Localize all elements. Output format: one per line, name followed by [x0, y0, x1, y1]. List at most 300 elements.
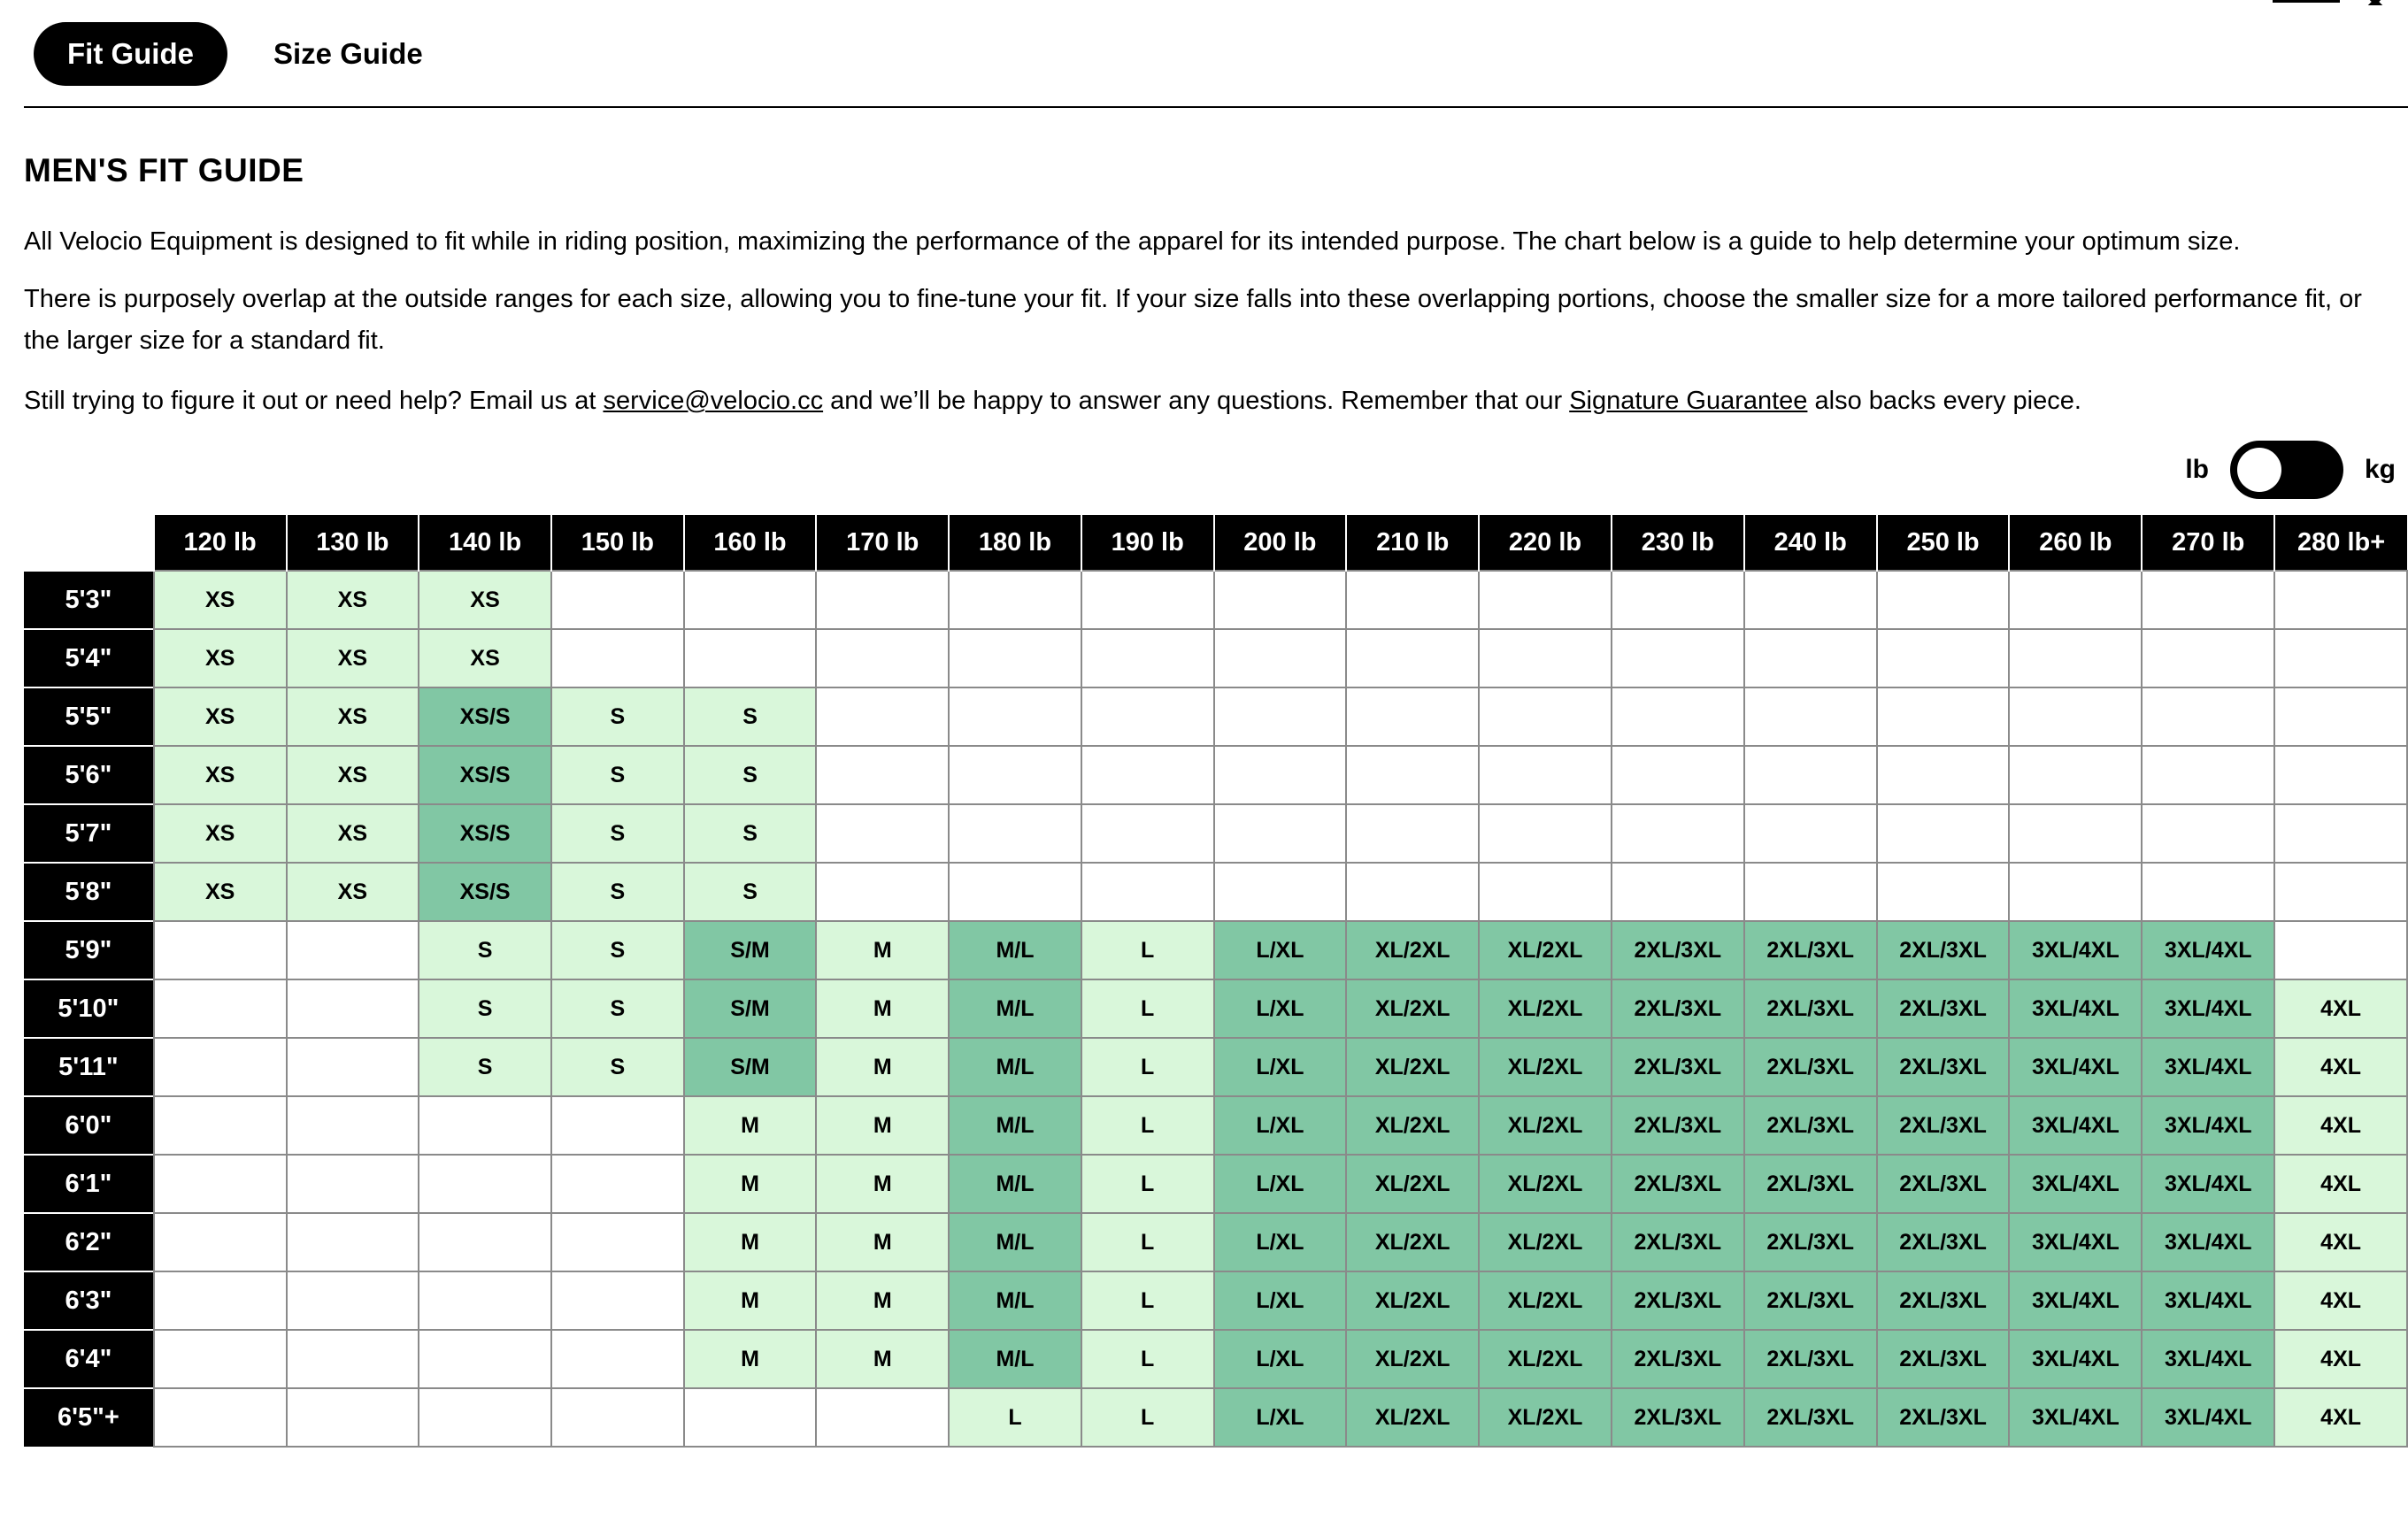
- size-cell: M: [684, 1213, 817, 1271]
- size-cell: [1612, 804, 1744, 863]
- size-cell: S/M: [684, 979, 817, 1038]
- size-cell: 2XL/3XL: [1612, 1155, 1744, 1213]
- size-cell: S: [419, 979, 551, 1038]
- weight-header: 140 lb: [419, 515, 551, 571]
- size-cell: M/L: [949, 1155, 1081, 1213]
- size-cell: [551, 1330, 684, 1388]
- size-cell: [551, 1388, 684, 1447]
- size-cell: 2XL/3XL: [1744, 1213, 1877, 1271]
- email-link[interactable]: service@velocio.cc: [603, 387, 824, 415]
- weight-header: 230 lb: [1612, 515, 1744, 571]
- size-cell: L/XL: [1214, 1330, 1347, 1388]
- height-header: 6'5"+: [24, 1388, 154, 1447]
- height-header: 5'6": [24, 746, 154, 804]
- size-cell: [419, 1388, 551, 1447]
- size-cell: [1877, 571, 2010, 629]
- size-cell: S: [684, 687, 817, 746]
- size-cell: [551, 629, 684, 687]
- size-cell: [1877, 746, 2010, 804]
- size-cell: [419, 1213, 551, 1271]
- size-cell: [287, 1155, 419, 1213]
- weight-header: 120 lb: [154, 515, 287, 571]
- size-cell: L/XL: [1214, 921, 1347, 979]
- tab-fit-guide[interactable]: Fit Guide: [34, 22, 227, 86]
- size-cell: 3XL/4XL: [2142, 1038, 2274, 1096]
- size-cell: L/XL: [1214, 1213, 1347, 1271]
- switch-knob: [2237, 448, 2281, 492]
- table-row: [24, 1213, 2407, 1271]
- table-row: [24, 1271, 2407, 1330]
- size-cell: 2XL/3XL: [1612, 1330, 1744, 1388]
- size-cell: [2274, 687, 2407, 746]
- size-cell: [2142, 746, 2274, 804]
- size-cell: XS/S: [419, 746, 551, 804]
- size-cell: L: [1081, 1271, 1214, 1330]
- weight-header: 250 lb: [1877, 515, 2010, 571]
- guide-tabs: [34, 21, 457, 86]
- table-row: [24, 804, 2407, 863]
- size-cell: XL/2XL: [1346, 1271, 1479, 1330]
- size-cell: [287, 1388, 419, 1447]
- size-cell: S: [684, 863, 817, 921]
- size-cell: [2142, 863, 2274, 921]
- size-cell: 2XL/3XL: [1744, 979, 1877, 1038]
- size-cell: [1877, 804, 2010, 863]
- size-cell: XS: [287, 629, 419, 687]
- size-cell: M: [816, 979, 949, 1038]
- size-cell: L: [1081, 1155, 1214, 1213]
- size-cell: 4XL: [2274, 1271, 2407, 1330]
- size-cell: [1479, 863, 1612, 921]
- tab-size-guide[interactable]: Size Guide: [273, 36, 423, 70]
- size-cell: [287, 921, 419, 979]
- size-cell: S/M: [684, 921, 817, 979]
- size-cell: XL/2XL: [1346, 1388, 1479, 1447]
- size-cell: [1081, 687, 1214, 746]
- size-cell: 3XL/4XL: [2009, 1330, 2142, 1388]
- size-cell: S: [551, 1038, 684, 1096]
- size-cell: [1479, 571, 1612, 629]
- size-cell: M: [816, 1213, 949, 1271]
- size-cell: [2009, 687, 2142, 746]
- size-cell: 2XL/3XL: [1744, 1096, 1877, 1155]
- size-cell: [1479, 804, 1612, 863]
- height-header: 5'8": [24, 863, 154, 921]
- size-cell: S: [551, 979, 684, 1038]
- size-cell: S: [551, 804, 684, 863]
- size-cell: 3XL/4XL: [2142, 921, 2274, 979]
- size-cell: L: [949, 1388, 1081, 1447]
- size-cell: L: [1081, 1096, 1214, 1155]
- size-cell: [1612, 629, 1744, 687]
- size-cell: [2274, 804, 2407, 863]
- size-cell: M/L: [949, 1213, 1081, 1271]
- size-cell: 2XL/3XL: [1744, 1155, 1877, 1213]
- size-cell: XS: [287, 687, 419, 746]
- size-cell: [154, 1330, 287, 1388]
- size-cell: [2274, 746, 2407, 804]
- size-cell: [154, 1038, 287, 1096]
- size-cell: [419, 1096, 551, 1155]
- weight-header: 210 lb: [1346, 515, 1479, 571]
- height-header: 5'9": [24, 921, 154, 979]
- size-cell: [287, 1271, 419, 1330]
- size-cell: [2274, 571, 2407, 629]
- size-cell: [1214, 629, 1347, 687]
- weight-header: 160 lb: [684, 515, 817, 571]
- size-cell: [1744, 571, 1877, 629]
- size-cell: [2009, 746, 2142, 804]
- size-cell: [1744, 687, 1877, 746]
- size-cell: XL/2XL: [1479, 921, 1612, 979]
- table-row: [24, 863, 2407, 921]
- weight-header: 280 lb+: [2274, 515, 2407, 571]
- size-cell: [949, 746, 1081, 804]
- size-cell: [816, 746, 949, 804]
- size-cell: [1877, 687, 2010, 746]
- unit-toggle: [2185, 441, 2396, 499]
- size-cell: XS: [419, 571, 551, 629]
- size-cell: 2XL/3XL: [1612, 1388, 1744, 1447]
- size-cell: S: [551, 687, 684, 746]
- weight-header: 190 lb: [1081, 515, 1214, 571]
- size-cell: [816, 687, 949, 746]
- table-row: [24, 746, 2407, 804]
- size-cell: [287, 979, 419, 1038]
- unit-switch[interactable]: [2230, 441, 2343, 499]
- height-header: 5'4": [24, 629, 154, 687]
- size-cell: [551, 1271, 684, 1330]
- size-cell: 2XL/3XL: [1744, 1388, 1877, 1447]
- table-row: [24, 979, 2407, 1038]
- table-row: [24, 687, 2407, 746]
- size-cell: 2XL/3XL: [1877, 1330, 2010, 1388]
- weight-header: 270 lb: [2142, 515, 2274, 571]
- size-cell: [1744, 746, 1877, 804]
- size-cell: XS: [419, 629, 551, 687]
- size-cell: S/M: [684, 1038, 817, 1096]
- signature-guarantee-link[interactable]: Signature Guarantee: [1569, 387, 1808, 415]
- size-cell: [1081, 629, 1214, 687]
- size-cell: 4XL: [2274, 979, 2407, 1038]
- size-cell: [816, 1388, 949, 1447]
- size-cell: XL/2XL: [1346, 921, 1479, 979]
- size-cell: [1346, 629, 1479, 687]
- size-cell: [154, 1271, 287, 1330]
- size-cell: 3XL/4XL: [2142, 979, 2274, 1038]
- size-cell: [287, 1096, 419, 1155]
- size-cell: [2009, 863, 2142, 921]
- size-cell: L: [1081, 1388, 1214, 1447]
- size-cell: [2142, 571, 2274, 629]
- size-cell: XS: [154, 804, 287, 863]
- intro-text: All Velocio Equipment is designed to fit while in riding position, maximizing the performance of the apparel for its intended purpose. The chart below is a guide to help determine your optimum size.: [24, 227, 2241, 256]
- size-cell: [2009, 804, 2142, 863]
- size-cell: [816, 629, 949, 687]
- weight-header: 130 lb: [287, 515, 419, 571]
- size-cell: [2274, 863, 2407, 921]
- size-cell: XL/2XL: [1346, 1096, 1479, 1155]
- size-cell: M: [816, 921, 949, 979]
- size-cell: S: [551, 921, 684, 979]
- size-cell: [1214, 804, 1347, 863]
- size-cell: [1081, 863, 1214, 921]
- page-title: MEN'S FIT GUIDE: [24, 152, 304, 188]
- size-cell: M: [684, 1155, 817, 1213]
- size-cell: L: [1081, 1038, 1214, 1096]
- size-cell: 4XL: [2274, 1155, 2407, 1213]
- weight-header: 240 lb: [1744, 515, 1877, 571]
- size-cell: [1877, 863, 2010, 921]
- help-text-middle: and we’ll be happy to answer any questions. Remember that our: [823, 387, 1570, 415]
- size-cell: XS: [154, 863, 287, 921]
- size-cell: [816, 571, 949, 629]
- size-cell: 2XL/3XL: [1612, 1213, 1744, 1271]
- size-cell: L/XL: [1214, 1038, 1347, 1096]
- size-cell: XL/2XL: [1479, 1213, 1612, 1271]
- size-cell: [287, 1038, 419, 1096]
- size-cell: M: [684, 1271, 817, 1330]
- unit-label-kg[interactable]: kg: [2364, 455, 2396, 484]
- size-cell: [816, 863, 949, 921]
- size-cell: M/L: [949, 921, 1081, 979]
- size-cell: [1214, 863, 1347, 921]
- size-cell: XS: [154, 687, 287, 746]
- fit-chart-table: [24, 515, 2408, 1448]
- help-text-after: also backs every piece.: [1807, 387, 2081, 415]
- size-cell: S: [684, 804, 817, 863]
- size-cell: 2XL/3XL: [1877, 921, 2010, 979]
- size-cell: XS: [154, 629, 287, 687]
- size-cell: [1612, 571, 1744, 629]
- height-header: 5'3": [24, 571, 154, 629]
- weight-header: 260 lb: [2009, 515, 2142, 571]
- size-cell: 2XL/3XL: [1877, 1038, 2010, 1096]
- size-cell: 2XL/3XL: [1877, 1271, 2010, 1330]
- size-cell: 2XL/3XL: [1877, 1096, 2010, 1155]
- help-text: [24, 380, 2378, 422]
- size-cell: [949, 629, 1081, 687]
- size-cell: M: [816, 1330, 949, 1388]
- size-cell: [1081, 804, 1214, 863]
- size-cell: S: [551, 746, 684, 804]
- size-cell: [154, 1388, 287, 1447]
- size-cell: XL/2XL: [1479, 1388, 1612, 1447]
- size-cell: M/L: [949, 1038, 1081, 1096]
- size-cell: 2XL/3XL: [1612, 1271, 1744, 1330]
- size-cell: [949, 571, 1081, 629]
- size-cell: [551, 1155, 684, 1213]
- size-cell: [551, 571, 684, 629]
- size-cell: [1346, 804, 1479, 863]
- size-cell: XS: [287, 863, 419, 921]
- size-cell: XL/2XL: [1346, 979, 1479, 1038]
- overlap-text: There is purposely overlap at the outside ranges for each size, allowing you to fine-tune your fit. If your size falls into these overlapping portions, choose the smaller size for a more tailored performance fit, or the larger size for a standard fit.: [24, 285, 2362, 355]
- fit-chart-body: [24, 571, 2407, 1447]
- size-cell: [287, 1330, 419, 1388]
- table-row: [24, 629, 2407, 687]
- size-cell: [1081, 746, 1214, 804]
- size-cell: XL/2XL: [1479, 1330, 1612, 1388]
- height-header: 5'10": [24, 979, 154, 1038]
- size-cell: XS: [154, 746, 287, 804]
- size-cell: XS: [287, 746, 419, 804]
- size-cell: 2XL/3XL: [1612, 1096, 1744, 1155]
- height-header: 6'2": [24, 1213, 154, 1271]
- size-cell: M: [816, 1096, 949, 1155]
- weight-header: 200 lb: [1214, 515, 1347, 571]
- size-cell: M: [684, 1330, 817, 1388]
- size-cell: [154, 1213, 287, 1271]
- size-cell: XS: [287, 804, 419, 863]
- height-header: 6'4": [24, 1330, 154, 1388]
- size-cell: 2XL/3XL: [1744, 1330, 1877, 1388]
- table-row: [24, 1096, 2407, 1155]
- size-cell: [949, 863, 1081, 921]
- size-cell: [949, 687, 1081, 746]
- table-row: [24, 1388, 2407, 1447]
- size-cell: XS: [287, 571, 419, 629]
- size-cell: XS/S: [419, 804, 551, 863]
- size-cell: XL/2XL: [1346, 1155, 1479, 1213]
- size-cell: 3XL/4XL: [2009, 979, 2142, 1038]
- size-cell: XL/2XL: [1479, 1155, 1612, 1213]
- size-cell: [419, 1271, 551, 1330]
- size-cell: [1479, 687, 1612, 746]
- table-row: [24, 1155, 2407, 1213]
- size-cell: L: [1081, 979, 1214, 1038]
- table-row: [24, 1330, 2407, 1388]
- size-cell: [1214, 687, 1347, 746]
- size-cell: S: [684, 746, 817, 804]
- size-cell: 2XL/3XL: [1612, 979, 1744, 1038]
- size-cell: 3XL/4XL: [2009, 1388, 2142, 1447]
- size-cell: M/L: [949, 1330, 1081, 1388]
- unit-label-lb[interactable]: lb: [2185, 455, 2209, 484]
- close-underline: [2273, 0, 2340, 3]
- size-cell: [1214, 571, 1347, 629]
- size-cell: M: [816, 1038, 949, 1096]
- size-cell: [154, 921, 287, 979]
- size-cell: [551, 1096, 684, 1155]
- size-cell: [1612, 863, 1744, 921]
- size-cell: [1346, 746, 1479, 804]
- table-row: [24, 571, 2407, 629]
- size-cell: L: [1081, 1213, 1214, 1271]
- size-cell: 2XL/3XL: [1744, 1271, 1877, 1330]
- size-cell: M/L: [949, 1271, 1081, 1330]
- help-text-before: Still trying to figure it out or need help? Email us at: [24, 387, 604, 415]
- size-cell: [1479, 629, 1612, 687]
- height-header: 6'1": [24, 1155, 154, 1213]
- size-cell: 3XL/4XL: [2009, 1213, 2142, 1271]
- size-cell: 2XL/3XL: [1612, 1038, 1744, 1096]
- size-cell: 4XL: [2274, 1096, 2407, 1155]
- size-cell: 3XL/4XL: [2142, 1388, 2274, 1447]
- size-cell: [1744, 863, 1877, 921]
- size-cell: L/XL: [1214, 1096, 1347, 1155]
- size-cell: L/XL: [1214, 1155, 1347, 1213]
- size-cell: XS/S: [419, 863, 551, 921]
- size-cell: [2274, 629, 2407, 687]
- size-cell: [154, 979, 287, 1038]
- size-cell: 3XL/4XL: [2142, 1213, 2274, 1271]
- height-header: 5'11": [24, 1038, 154, 1096]
- size-cell: [1612, 746, 1744, 804]
- size-cell: [1081, 571, 1214, 629]
- size-cell: 3XL/4XL: [2142, 1330, 2274, 1388]
- size-cell: [551, 1213, 684, 1271]
- size-cell: 3XL/4XL: [2009, 1038, 2142, 1096]
- close-icon[interactable]: [2358, 0, 2393, 5]
- table-row: [24, 1038, 2407, 1096]
- size-cell: 3XL/4XL: [2009, 921, 2142, 979]
- size-cell: 2XL/3XL: [1612, 921, 1744, 979]
- size-cell: 3XL/4XL: [2009, 1096, 2142, 1155]
- weight-header: 170 lb: [816, 515, 949, 571]
- size-cell: 3XL/4XL: [2142, 1096, 2274, 1155]
- size-cell: [684, 1388, 817, 1447]
- weight-header: 150 lb: [551, 515, 684, 571]
- size-cell: M/L: [949, 1096, 1081, 1155]
- size-cell: 2XL/3XL: [1877, 1155, 2010, 1213]
- size-cell: 2XL/3XL: [1877, 1388, 2010, 1447]
- size-cell: [2274, 921, 2407, 979]
- size-cell: [287, 1213, 419, 1271]
- size-cell: 2XL/3XL: [1877, 1213, 2010, 1271]
- size-cell: 3XL/4XL: [2009, 1271, 2142, 1330]
- weight-header-row: [24, 515, 2407, 571]
- size-cell: [2009, 571, 2142, 629]
- size-cell: XL/2XL: [1346, 1330, 1479, 1388]
- size-cell: XL/2XL: [1479, 1038, 1612, 1096]
- size-cell: M: [684, 1096, 817, 1155]
- size-cell: [1346, 863, 1479, 921]
- size-cell: M: [816, 1155, 949, 1213]
- size-cell: 3XL/4XL: [2142, 1271, 2274, 1330]
- size-cell: [816, 804, 949, 863]
- size-cell: 4XL: [2274, 1330, 2407, 1388]
- size-cell: XL/2XL: [1346, 1213, 1479, 1271]
- size-cell: XL/2XL: [1479, 1096, 1612, 1155]
- size-cell: L: [1081, 1330, 1214, 1388]
- height-header: 5'5": [24, 687, 154, 746]
- size-cell: 2XL/3XL: [1877, 979, 2010, 1038]
- size-cell: S: [551, 863, 684, 921]
- size-cell: [2142, 687, 2274, 746]
- height-header: 5'7": [24, 804, 154, 863]
- size-cell: [1479, 746, 1612, 804]
- size-cell: [949, 804, 1081, 863]
- size-cell: [2009, 629, 2142, 687]
- size-cell: [2142, 804, 2274, 863]
- size-cell: XS: [154, 571, 287, 629]
- size-cell: XS/S: [419, 687, 551, 746]
- size-cell: [1346, 571, 1479, 629]
- tabs-divider: [24, 106, 2408, 108]
- size-cell: [1744, 629, 1877, 687]
- size-cell: 3XL/4XL: [2142, 1155, 2274, 1213]
- size-cell: XL/2XL: [1479, 979, 1612, 1038]
- size-cell: L/XL: [1214, 979, 1347, 1038]
- size-cell: L/XL: [1214, 1388, 1347, 1447]
- size-cell: XL/2XL: [1346, 1038, 1479, 1096]
- size-cell: [419, 1330, 551, 1388]
- size-cell: [684, 629, 817, 687]
- size-cell: [1214, 746, 1347, 804]
- table-row: [24, 921, 2407, 979]
- size-cell: 3XL/4XL: [2009, 1155, 2142, 1213]
